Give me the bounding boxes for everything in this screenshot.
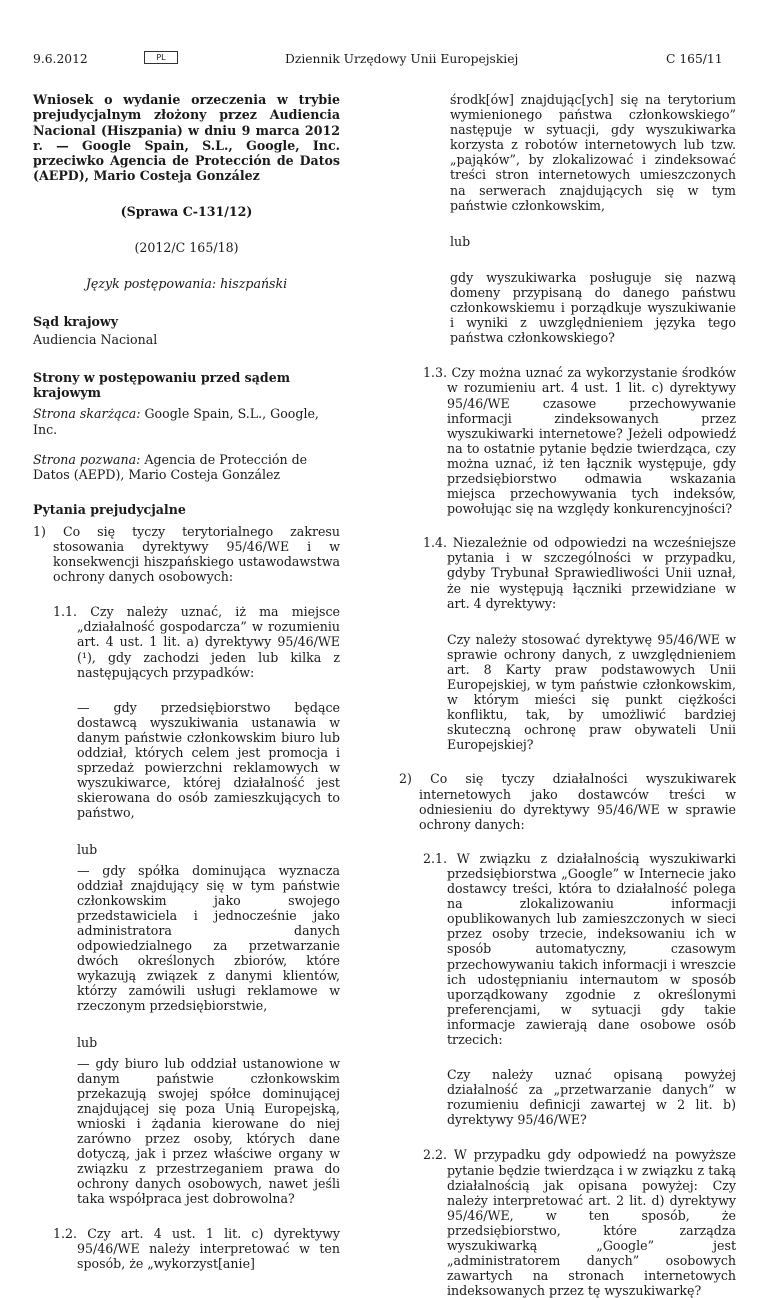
question-1-4-body: Czy należy stosować dyrektywę 95/46/WE w sprawie ochrony danych, z uwzględnieniem art. 8 Karty praw podstawowych Unii Europejskiej, w tym państwie członkowskim, w którym mieści się punkt ciężkości konfliktu, tak, by umożliwić bardziej skuteczną ochronę praw obywateli Unii Europejskiej? xyxy=(447,631,736,753)
questions-heading: Pytania prejudycjalne xyxy=(33,501,186,517)
question-2-2: 2.2. W przypadku gdy odpowiedź na powyższe pytanie będzie twierdząca i w związku z taką działalnością jak opisana powyżej: Czy należy interpretować art. 2 lit. d) dyrektywy 95/46/WE, w ten sposób, że przedsiębiorstwo, które zarządza wyszukiwarką „Google” jest „administratorem danych” osobowych zawartych na stronach internetowych indeksowanych przez tę wyszukiwarkę? xyxy=(423,1147,736,1298)
question-1-2: 1.2. Czy art. 4 ust. 1 lit. c) dyrektywy 95/46/WE należy interpretować w ten sposób, że „wykorzyst[anie] xyxy=(53,1225,340,1271)
question-2: 2) Co się tyczy działalności wyszukiwarek internetowych jako dostawców treści w odniesieniu do dyrektywy 95/46/WE w sprawie ochrony danych: xyxy=(399,771,736,832)
question-1-1: 1.1. Czy należy uznać, iż ma miejsce „działalność gospodarcza” w rozumieniu art. 4 ust. 1 lit. a) dyrektywy 95/46/WE (¹), gdy zachodzi jeden lub kilka z następujących przypadków: xyxy=(53,604,340,680)
page-reference: C 165/11 xyxy=(666,52,723,66)
continuation-2: gdy wyszukiwarka posługuje się nazwą domeny przypisaną do danego państwu członkowskiemu i porządkuje wyszukiwanie i wyniki z uwzględnieniem języka tego państwa członkowskiego? xyxy=(450,269,736,346)
parties-heading: Strony w postępowaniu przed sądem krajowym xyxy=(33,370,291,401)
or-3: lub xyxy=(450,233,471,249)
case-dash-3: — gdy biuro lub oddział ustanowione w danym państwie członkowskim przekazują swojej spółce dominującej znajdującej się poza Unią Europejską, wnioski i żądania kierowane do niej zarówno przez osoby, których dane dotyczą, jak i przez właściwe organy w związku z przestrzeganiem prawa do ochrony danych osobowych, nawet jeśli taka współpraca jest dobrowolna? xyxy=(77,1055,340,1207)
left-column xyxy=(33,92,340,1271)
court-heading: Sąd krajowy xyxy=(33,314,119,330)
or-2: lub xyxy=(77,1034,98,1050)
procedure-language: Język postępowania: hiszpański xyxy=(85,275,288,291)
or-1: lub xyxy=(77,841,98,857)
language-badge: PL xyxy=(144,51,178,64)
reference-number: (2012/C 165/18) xyxy=(134,239,239,255)
question-2-1: 2.1. W związku z działalnością wyszukiwarki przedsiębiorstwa „Google” w Internecie jako dostawcy treści, która to działalność polega na zlokalizowaniu informacji opublikowanych lub zamieszczonych w sieci przez osoby trzecie, indeksowaniu ich w sposób automatyczny, czasowym przechowywaniu takich informacji i wreszcie ich udostępnianiu internautom w sposób uporządkowany zgodnie z określonymi preferencjami, w sytuacji gdy takie informacje zawierają dane osobowe osób trzecich: xyxy=(423,850,736,1047)
page-header xyxy=(0,52,768,72)
journal-title: Dziennik Urzędowy Unii Europejskiej xyxy=(285,52,519,66)
document-title: Wniosek o wydanie orzeczenia w trybie prejudycjalnym złożony przez Audiencia Nacional (Hiszpania) w dniu 9 marca 2012 r. — Google Spain, S.L., Google, Inc. przeciwko Agencia de Protección de Datos (AEPD), Mario Costeja González xyxy=(33,92,340,184)
case-dash-1: — gdy przedsiębiorstwo będące dostawcą wyszukiwania ustanawia w danym państwie członkowskim biuro lub oddział, których celem jest promocja i sprzedaż powierzchni reklamowych w wyszukiwarce, której działalność jest skierowana do osób zamieszkujących to państwo, xyxy=(77,699,340,821)
defendant: Strona pozwana: Agencia de Protección de Datos (AEPD), Mario Costeja González xyxy=(33,451,308,482)
case-number: (Sprawa C-131/12) xyxy=(120,203,253,219)
question-1-3: 1.3. Czy można uznać za wykorzystanie środków w rozumieniu art. 4 ust. 1 lit. c) dyrektywy 95/46/WE czasowe przechowywanie informacji zindeksowanych przez wyszukiwarki internetowe? Jeżeli odpowiedź na to ostatnie pytanie będzie twierdząca, czy można uznać, iż ten łącznik występuje, gdy przedsiębiorstwo odmawia wskazania miejsca przechowywania tych indeksów, powołując się na względy konkurencyjności? xyxy=(423,365,736,517)
header-date: 9.6.2012 xyxy=(33,52,88,66)
question-1-4: 1.4. Niezależnie od odpowiedzi na wcześniejsze pytania i w szczególności w przypadku, gdyby Trybunał Sprawiedliwości Unii uznał, że nie występują łączniki przewidziane w art. 4 dyrektywy: xyxy=(423,535,736,611)
case-dash-2: — gdy spółka dominująca wyznacza oddział znajdujący się w tym państwie członkowskim jako swojego przedstawiciela i jednocześnie jako administratora danych odpowiedzialnego za przetwarzanie dwóch określonych zbiorów, które wykazują związek z danymi klientów, którzy zamówili usługi reklamowe w rzeczonym przedsiębiorstwie, xyxy=(77,862,340,1014)
question-2-1-body: Czy należy uznać opisaną powyżej działalność za „przetwarzanie danych” w rozumieniu definicji zawartej w 2 lit. b) dyrektywy 95/46/WE? xyxy=(447,1067,736,1128)
right-column xyxy=(399,92,736,1298)
question-1: 1) Co się tyczy terytorialnego zakresu stosowania dyrektywy 95/46/WE i w konsekwencji hiszpańskiego ustawodawstwa ochrony danych osobowych: xyxy=(33,523,340,585)
court-name: Audiencia Nacional xyxy=(33,332,158,348)
claimant: Strona skarżąca: Google Spain, S.L., Google, Inc. xyxy=(33,406,319,437)
continuation-1: środk[ów] znajdując[ych] się na terytorium wymienionego państwa członkowskiego” następuje w sytuacji, gdy wyszukiwarka korzysta z robotów internetowych lub tzw. „pająków”, by zlokalizować i zindeksować treści stron internetowych umieszczonych na serwerach znajdujących się w tym państwie członkowskim, xyxy=(450,92,736,213)
